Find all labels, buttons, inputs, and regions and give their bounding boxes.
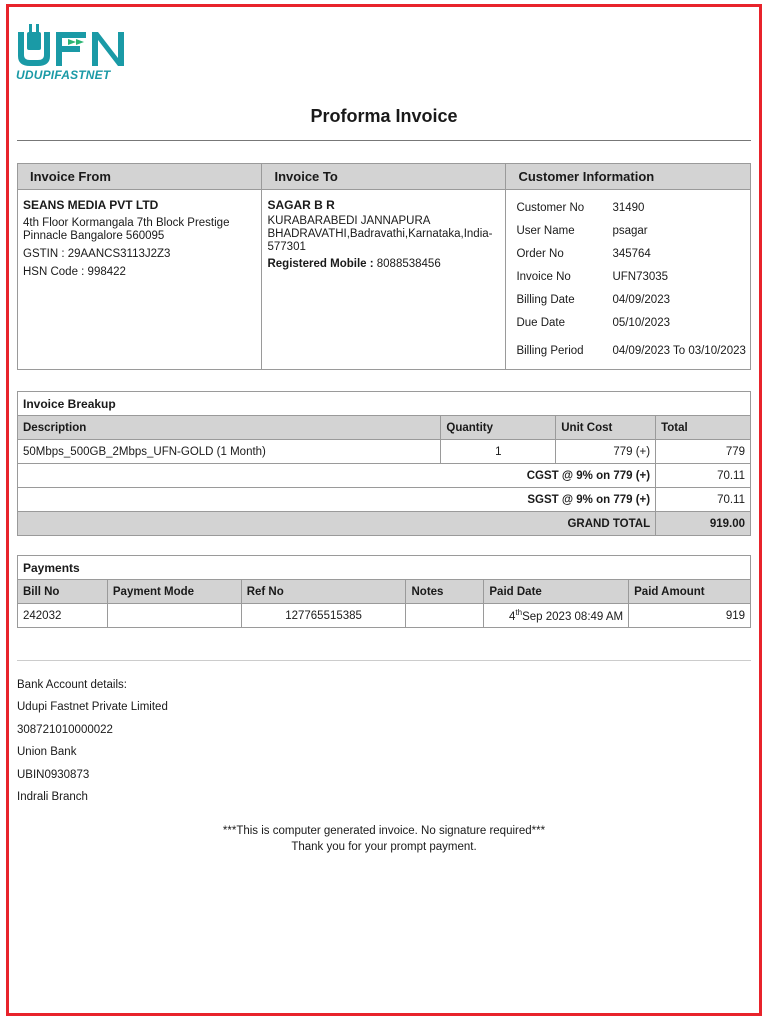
computer-generated-note: ***This is computer generated invoice. No signature required*** (222, 825, 546, 837)
sgst-label: SGST @ 9% on 779 (+) (18, 488, 656, 512)
bank-account-name: Udupi Fastnet Private Limited (17, 701, 168, 714)
bank-name: Union Bank (17, 746, 77, 759)
bill-no-value: 242032 (18, 604, 108, 628)
bank-details (17, 678, 168, 812)
table-row (18, 464, 751, 488)
due-date-value: 05/10/2023 (612, 316, 670, 329)
divider (17, 660, 751, 661)
customer-no-label: Customer No (516, 201, 585, 214)
notes-header: Notes (406, 580, 484, 604)
grand-total-label: GRAND TOTAL (18, 512, 656, 536)
buyer-address: KURABARABEDI JANNAPURA BHADRAVATHI,Badravathi,Karnataka,India-577301 (267, 215, 493, 253)
divider (17, 140, 751, 141)
user-name-label: User Name (516, 224, 575, 237)
logo-wordmark: UDUPIFASTNET (16, 68, 111, 82)
cgst-label: CGST @ 9% on 779 (+) (18, 464, 656, 488)
seller-name: SEANS MEDIA PVT LTD (23, 198, 159, 212)
mobile-value: 8088538456 (376, 258, 441, 270)
order-no-label: Order No (516, 247, 564, 260)
item-unit-cost: 779 (+) (556, 440, 656, 464)
footer (0, 823, 768, 855)
thank-you-note: Thank you for your prompt payment. (291, 841, 477, 853)
item-quantity: 1 (441, 440, 556, 464)
customer-info-list (506, 196, 750, 368)
paid-date-value (484, 604, 629, 628)
cgst-value: 70.11 (656, 464, 751, 488)
payment-mode-header: Payment Mode (107, 580, 241, 604)
paid-date-rest: Sep 2023 08:49 AM (522, 610, 624, 623)
page-title: Proforma Invoice (310, 106, 458, 126)
ufn-logo-icon (16, 24, 128, 68)
ref-no-header: Ref No (241, 580, 406, 604)
billing-period-label: Billing Period (516, 345, 584, 357)
order-no-value: 345764 (612, 247, 651, 260)
seller-gstin: GSTIN : 29AANCS3113J2Z3 (23, 248, 171, 260)
unit-cost-header: Unit Cost (556, 416, 656, 440)
paid-day-suffix: th (515, 608, 523, 618)
item-description: 50Mbps_500GB_2Mbps_UFN-GOLD (1 Month) (18, 440, 441, 464)
paid-amount-header: Paid Amount (629, 580, 751, 604)
ref-no-value: 127765515385 (241, 604, 406, 628)
bill-no-header: Bill No (18, 580, 108, 604)
grand-total-value: 919.00 (656, 512, 751, 536)
quantity-header: Quantity (441, 416, 556, 440)
payment-mode-value (107, 604, 241, 628)
buyer-name: SAGAR B R (267, 198, 335, 212)
bank-label: Bank Account details: (17, 679, 127, 691)
invoice-to-header: Invoice To (262, 164, 506, 190)
billing-date-label: Billing Date (516, 293, 575, 306)
mobile-label: Registered Mobile : (267, 258, 374, 270)
parties-table (17, 163, 751, 370)
invoice-breakup-title: Invoice Breakup (18, 392, 751, 416)
grand-total-row (18, 512, 751, 536)
billing-date-value: 04/09/2023 (612, 293, 670, 306)
invoice-from-header: Invoice From (18, 164, 262, 190)
customer-info-cell (506, 190, 751, 370)
table-row (18, 604, 751, 628)
description-header: Description (18, 416, 441, 440)
seller-hsn: HSN Code : 998422 (23, 266, 126, 278)
paid-amount-value: 919 (629, 604, 751, 628)
table-row (18, 488, 751, 512)
company-logo (16, 24, 128, 84)
paid-day: 4 (509, 610, 516, 623)
table-row (18, 440, 751, 464)
payments-title: Payments (18, 556, 751, 580)
paid-date-header: Paid Date (484, 580, 629, 604)
invoice-no-value: UFN73035 (612, 270, 669, 283)
due-date-label: Due Date (516, 316, 566, 329)
bank-account-number: 308721010000022 (17, 723, 113, 736)
customer-no-value: 31490 (612, 201, 645, 214)
total-header: Total (656, 416, 751, 440)
payments-table (17, 555, 751, 628)
notes-value (406, 604, 484, 628)
customer-info-header: Customer Information (506, 164, 751, 190)
user-name-value: psagar (612, 224, 648, 237)
sgst-value: 70.11 (656, 488, 751, 512)
invoice-from-cell (18, 190, 262, 370)
invoice-to-cell (262, 190, 506, 370)
buyer-mobile (267, 258, 500, 271)
bank-ifsc: UBIN0930873 (17, 768, 90, 781)
invoice-no-label: Invoice No (516, 270, 571, 283)
invoice-breakup-table (17, 391, 751, 536)
item-total: 779 (656, 440, 751, 464)
billing-period-value: 04/09/2023 To 03/10/2023 (612, 344, 746, 357)
seller-address: 4th Floor Kormangala 7th Block Prestige Pinnacle Bangalore 560095 (23, 217, 230, 242)
bank-branch: Indrali Branch (17, 790, 88, 803)
